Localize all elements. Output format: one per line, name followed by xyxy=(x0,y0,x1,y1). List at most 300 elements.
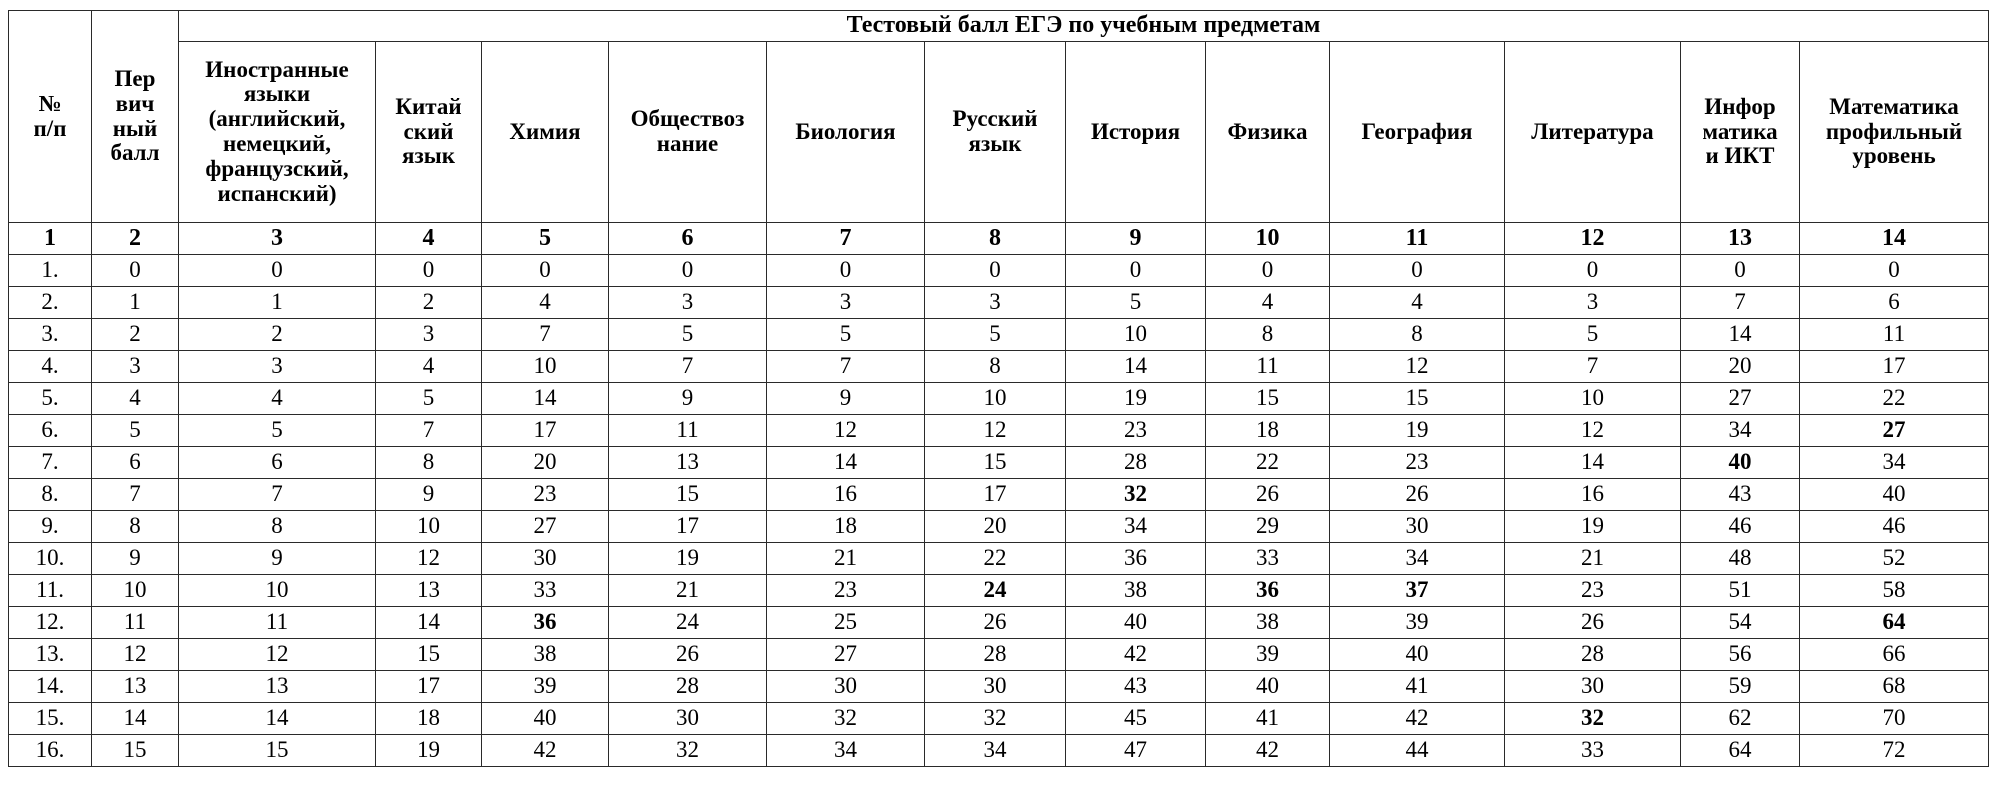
header-text-line: языки xyxy=(243,81,311,107)
score-cell: 23 xyxy=(482,479,609,511)
score-cell: 27 xyxy=(482,511,609,543)
score-cell: 26 xyxy=(1330,479,1505,511)
score-cell: 38 xyxy=(1066,575,1206,607)
row-number-cell: 15. xyxy=(9,703,92,735)
score-cell: 19 xyxy=(1505,511,1681,543)
row-number-cell: 7. xyxy=(9,447,92,479)
score-cell: 3 xyxy=(92,351,179,383)
table-row xyxy=(9,287,1989,319)
score-cell: 8 xyxy=(925,351,1066,383)
column-number: 13 xyxy=(1681,223,1800,255)
column-header-subject xyxy=(1206,42,1330,223)
score-cell: 11 xyxy=(609,415,767,447)
header-text-line: язык xyxy=(968,131,1022,156)
score-cell: 34 xyxy=(1681,415,1800,447)
score-cell: 6 xyxy=(1800,287,1989,319)
score-cell: 52 xyxy=(1800,543,1989,575)
table-row xyxy=(9,639,1989,671)
header-text-line: ский xyxy=(403,118,454,144)
score-cell: 46 xyxy=(1800,511,1989,543)
subject-header-row xyxy=(9,42,1989,223)
score-cell: 5 xyxy=(609,319,767,351)
score-cell: 10 xyxy=(376,511,482,543)
score-cell: 42 xyxy=(1206,735,1330,767)
table-body xyxy=(9,255,1989,767)
table-row xyxy=(9,447,1989,479)
column-number: 3 xyxy=(179,223,376,255)
column-header-subject xyxy=(376,42,482,223)
score-cell: 7 xyxy=(609,351,767,383)
table-row xyxy=(9,575,1989,607)
column-number: 10 xyxy=(1206,223,1330,255)
score-cell: 16 xyxy=(767,479,925,511)
score-cell: 16 xyxy=(1505,479,1681,511)
column-number: 6 xyxy=(609,223,767,255)
score-cell: 32 xyxy=(609,735,767,767)
table-row xyxy=(9,735,1989,767)
score-cell: 40 xyxy=(1066,607,1206,639)
table-header xyxy=(9,11,1989,255)
header-text-line: матика xyxy=(1702,118,1778,144)
score-cell: 24 xyxy=(925,575,1066,607)
score-cell: 39 xyxy=(1330,607,1505,639)
score-cell: 0 xyxy=(179,255,376,287)
score-cell: 17 xyxy=(482,415,609,447)
column-number-row xyxy=(9,223,1989,255)
column-number: 5 xyxy=(482,223,609,255)
score-cell: 5 xyxy=(925,319,1066,351)
score-cell: 7 xyxy=(482,319,609,351)
score-cell: 56 xyxy=(1681,639,1800,671)
score-cell: 3 xyxy=(1505,287,1681,319)
score-cell: 0 xyxy=(1330,255,1505,287)
score-cell: 15 xyxy=(376,639,482,671)
score-cell: 2 xyxy=(179,319,376,351)
score-cell: 23 xyxy=(767,575,925,607)
header-text-line: История xyxy=(1090,118,1181,144)
score-cell: 0 xyxy=(1066,255,1206,287)
score-cell: 68 xyxy=(1800,671,1989,703)
column-number: 8 xyxy=(925,223,1066,255)
score-cell: 12 xyxy=(925,415,1066,447)
score-cell: 34 xyxy=(925,735,1066,767)
score-cell: 23 xyxy=(1066,415,1206,447)
header-text-line: профильный xyxy=(1825,118,1963,144)
score-cell: 30 xyxy=(1330,511,1505,543)
score-cell: 9 xyxy=(179,543,376,575)
table-row xyxy=(9,543,1989,575)
header-text-line: п/п xyxy=(33,115,67,141)
score-cell: 51 xyxy=(1681,575,1800,607)
score-cell: 5 xyxy=(92,415,179,447)
column-number: 14 xyxy=(1800,223,1989,255)
score-cell: 0 xyxy=(482,255,609,287)
header-text-line: Биология xyxy=(795,118,896,144)
score-cell: 7 xyxy=(767,351,925,383)
column-header-subject xyxy=(1330,42,1505,223)
score-cell: 14 xyxy=(376,607,482,639)
score-cell: 40 xyxy=(1330,639,1505,671)
score-cell: 7 xyxy=(1681,287,1800,319)
score-cell: 36 xyxy=(1206,575,1330,607)
header-text-line: и ИКТ xyxy=(1705,143,1775,169)
row-number-cell: 5. xyxy=(9,383,92,415)
score-cell: 21 xyxy=(1505,543,1681,575)
score-cell: 23 xyxy=(1505,575,1681,607)
score-cell: 0 xyxy=(609,255,767,287)
score-cell: 44 xyxy=(1330,735,1505,767)
score-cell: 12 xyxy=(1505,415,1681,447)
score-cell: 27 xyxy=(1681,383,1800,415)
header-text-line: География xyxy=(1361,118,1473,144)
row-number-cell: 4. xyxy=(9,351,92,383)
score-cell: 40 xyxy=(1681,447,1800,479)
score-cell: 37 xyxy=(1330,575,1505,607)
header-text-line: Математика xyxy=(1829,93,1959,119)
score-table-wrapper xyxy=(8,10,1989,767)
score-cell: 1 xyxy=(179,287,376,319)
score-cell: 64 xyxy=(1800,607,1989,639)
score-cell: 28 xyxy=(1505,639,1681,671)
score-cell: 32 xyxy=(925,703,1066,735)
score-cell: 12 xyxy=(179,639,376,671)
score-cell: 0 xyxy=(92,255,179,287)
score-cell: 70 xyxy=(1800,703,1989,735)
column-number: 7 xyxy=(767,223,925,255)
table-row xyxy=(9,511,1989,543)
score-cell: 3 xyxy=(767,287,925,319)
score-cell: 28 xyxy=(1066,447,1206,479)
score-cell: 26 xyxy=(1206,479,1330,511)
score-cell: 11 xyxy=(92,607,179,639)
score-cell: 7 xyxy=(376,415,482,447)
score-cell: 15 xyxy=(1330,383,1505,415)
header-text-line: Физика xyxy=(1227,118,1308,144)
header-text-line: ный xyxy=(112,115,158,141)
score-cell: 32 xyxy=(1505,703,1681,735)
row-number-cell: 11. xyxy=(9,575,92,607)
score-cell: 5 xyxy=(1505,319,1681,351)
score-cell: 30 xyxy=(482,543,609,575)
score-cell: 41 xyxy=(1330,671,1505,703)
score-cell: 2 xyxy=(92,319,179,351)
score-cell: 20 xyxy=(482,447,609,479)
column-number: 4 xyxy=(376,223,482,255)
header-text-line: Литература xyxy=(1531,118,1654,144)
score-cell: 33 xyxy=(1206,543,1330,575)
column-header-primary-score xyxy=(92,11,179,223)
table-row xyxy=(9,383,1989,415)
column-header-subject xyxy=(1505,42,1681,223)
score-cell: 13 xyxy=(609,447,767,479)
header-text-line: Иностранные xyxy=(205,56,349,82)
score-cell: 0 xyxy=(1206,255,1330,287)
score-cell: 32 xyxy=(1066,479,1206,511)
score-cell: 34 xyxy=(767,735,925,767)
score-cell: 22 xyxy=(1206,447,1330,479)
row-number-cell: 8. xyxy=(9,479,92,511)
header-text-line: нание xyxy=(656,131,719,156)
score-cell: 30 xyxy=(1505,671,1681,703)
score-cell: 10 xyxy=(1066,319,1206,351)
score-cell: 62 xyxy=(1681,703,1800,735)
score-cell: 8 xyxy=(92,511,179,543)
column-header-subject xyxy=(925,42,1066,223)
score-cell: 13 xyxy=(376,575,482,607)
score-cell: 36 xyxy=(1066,543,1206,575)
score-cell: 22 xyxy=(925,543,1066,575)
score-cell: 5 xyxy=(767,319,925,351)
score-cell: 5 xyxy=(179,415,376,447)
score-cell: 34 xyxy=(1800,447,1989,479)
score-cell: 59 xyxy=(1681,671,1800,703)
score-cell: 32 xyxy=(767,703,925,735)
score-cell: 41 xyxy=(1206,703,1330,735)
score-cell: 13 xyxy=(179,671,376,703)
row-number-cell: 2. xyxy=(9,287,92,319)
score-cell: 4 xyxy=(376,351,482,383)
score-cell: 54 xyxy=(1681,607,1800,639)
score-cell: 17 xyxy=(609,511,767,543)
score-cell: 10 xyxy=(92,575,179,607)
column-number: 9 xyxy=(1066,223,1206,255)
score-cell: 66 xyxy=(1800,639,1989,671)
table-row xyxy=(9,255,1989,287)
score-cell: 19 xyxy=(609,543,767,575)
score-cell: 1 xyxy=(92,287,179,319)
header-text-line: испанский) xyxy=(217,180,337,206)
score-cell: 14 xyxy=(1505,447,1681,479)
table-row xyxy=(9,479,1989,511)
score-cell: 4 xyxy=(482,287,609,319)
column-header-subject xyxy=(1800,42,1989,223)
score-cell: 12 xyxy=(1330,351,1505,383)
score-cell: 28 xyxy=(609,671,767,703)
score-cell: 46 xyxy=(1681,511,1800,543)
score-cell: 2 xyxy=(376,287,482,319)
score-cell: 39 xyxy=(1206,639,1330,671)
score-cell: 19 xyxy=(1330,415,1505,447)
score-cell: 5 xyxy=(1066,287,1206,319)
score-cell: 7 xyxy=(179,479,376,511)
score-cell: 72 xyxy=(1800,735,1989,767)
score-cell: 0 xyxy=(1800,255,1989,287)
header-text-line: вич xyxy=(115,90,155,116)
score-cell: 15 xyxy=(179,735,376,767)
header-text-line: язык xyxy=(402,143,455,169)
header-text-line: уровень xyxy=(1852,143,1936,169)
column-header-subject xyxy=(609,42,767,223)
score-cell: 11 xyxy=(179,607,376,639)
score-cell: 3 xyxy=(179,351,376,383)
score-cell: 21 xyxy=(767,543,925,575)
score-cell: 30 xyxy=(925,671,1066,703)
table-row xyxy=(9,671,1989,703)
score-cell: 18 xyxy=(1206,415,1330,447)
score-cell: 19 xyxy=(1066,383,1206,415)
table-row xyxy=(9,415,1989,447)
score-cell: 13 xyxy=(92,671,179,703)
row-number-cell: 6. xyxy=(9,415,92,447)
header-text-line: (английский, xyxy=(208,106,346,132)
column-header-subject xyxy=(179,42,376,223)
score-cell: 40 xyxy=(1206,671,1330,703)
score-cell: 0 xyxy=(925,255,1066,287)
score-cell: 34 xyxy=(1066,511,1206,543)
score-cell: 8 xyxy=(1330,319,1505,351)
row-number-cell: 13. xyxy=(9,639,92,671)
score-cell: 58 xyxy=(1800,575,1989,607)
score-cell: 26 xyxy=(1505,607,1681,639)
score-cell: 33 xyxy=(1505,735,1681,767)
header-text-line: № xyxy=(38,90,62,116)
row-number-cell: 3. xyxy=(9,319,92,351)
score-cell: 10 xyxy=(1505,383,1681,415)
row-number-cell: 16. xyxy=(9,735,92,767)
row-number-cell: 10. xyxy=(9,543,92,575)
score-cell: 17 xyxy=(1800,351,1989,383)
score-cell: 30 xyxy=(767,671,925,703)
score-cell: 14 xyxy=(767,447,925,479)
score-cell: 38 xyxy=(1206,607,1330,639)
score-cell: 24 xyxy=(609,607,767,639)
score-cell: 8 xyxy=(179,511,376,543)
header-text-line: немецкий, xyxy=(222,131,332,156)
header-text-line: Китай xyxy=(395,93,462,119)
row-number-cell: 1. xyxy=(9,255,92,287)
header-text-line: балл xyxy=(110,140,160,166)
score-cell: 4 xyxy=(1206,287,1330,319)
table-row xyxy=(9,703,1989,735)
score-cell: 23 xyxy=(1330,447,1505,479)
score-cell: 12 xyxy=(767,415,925,447)
table-row xyxy=(9,351,1989,383)
score-cell: 10 xyxy=(179,575,376,607)
score-cell: 42 xyxy=(1066,639,1206,671)
score-cell: 3 xyxy=(925,287,1066,319)
column-header-number xyxy=(9,11,92,223)
score-cell: 0 xyxy=(376,255,482,287)
header-text-line: Обществоз xyxy=(630,106,745,132)
score-cell: 14 xyxy=(1681,319,1800,351)
score-cell: 14 xyxy=(1066,351,1206,383)
score-cell: 43 xyxy=(1681,479,1800,511)
score-cell: 0 xyxy=(767,255,925,287)
column-header-subject xyxy=(482,42,609,223)
score-cell: 9 xyxy=(92,543,179,575)
score-cell: 47 xyxy=(1066,735,1206,767)
score-cell: 27 xyxy=(1800,415,1989,447)
score-cell: 10 xyxy=(482,351,609,383)
score-cell: 15 xyxy=(92,735,179,767)
score-cell: 26 xyxy=(925,607,1066,639)
header-text-line: Пер xyxy=(114,65,156,91)
score-cell: 22 xyxy=(1800,383,1989,415)
score-conversion-table xyxy=(8,10,1989,767)
score-cell: 6 xyxy=(179,447,376,479)
score-cell: 9 xyxy=(767,383,925,415)
score-cell: 34 xyxy=(1330,543,1505,575)
score-cell: 18 xyxy=(376,703,482,735)
score-cell: 43 xyxy=(1066,671,1206,703)
score-cell: 15 xyxy=(609,479,767,511)
score-cell: 20 xyxy=(1681,351,1800,383)
score-cell: 45 xyxy=(1066,703,1206,735)
score-cell: 3 xyxy=(376,319,482,351)
score-cell: 18 xyxy=(767,511,925,543)
score-cell: 9 xyxy=(609,383,767,415)
header-text-line: Химия xyxy=(509,118,581,144)
score-cell: 12 xyxy=(92,639,179,671)
row-number-cell: 9. xyxy=(9,511,92,543)
score-cell: 17 xyxy=(376,671,482,703)
column-number: 12 xyxy=(1505,223,1681,255)
score-cell: 42 xyxy=(482,735,609,767)
score-cell: 20 xyxy=(925,511,1066,543)
column-header-subject xyxy=(767,42,925,223)
row-number-cell: 12. xyxy=(9,607,92,639)
score-cell: 64 xyxy=(1681,735,1800,767)
header-text-line: французский, xyxy=(205,155,349,181)
score-cell: 40 xyxy=(1800,479,1989,511)
score-cell: 4 xyxy=(92,383,179,415)
score-cell: 26 xyxy=(609,639,767,671)
score-cell: 0 xyxy=(1681,255,1800,287)
score-cell: 14 xyxy=(482,383,609,415)
score-cell: 7 xyxy=(92,479,179,511)
score-cell: 39 xyxy=(482,671,609,703)
score-cell: 0 xyxy=(1505,255,1681,287)
score-cell: 4 xyxy=(1330,287,1505,319)
column-number: 2 xyxy=(92,223,179,255)
score-cell: 8 xyxy=(376,447,482,479)
row-number-cell: 14. xyxy=(9,671,92,703)
column-header-subject xyxy=(1681,42,1800,223)
score-cell: 42 xyxy=(1330,703,1505,735)
score-cell: 48 xyxy=(1681,543,1800,575)
score-cell: 7 xyxy=(1505,351,1681,383)
score-cell: 30 xyxy=(609,703,767,735)
score-cell: 4 xyxy=(179,383,376,415)
score-cell: 29 xyxy=(1206,511,1330,543)
score-cell: 11 xyxy=(1800,319,1989,351)
score-cell: 15 xyxy=(1206,383,1330,415)
score-cell: 10 xyxy=(925,383,1066,415)
score-cell: 25 xyxy=(767,607,925,639)
table-row xyxy=(9,319,1989,351)
score-cell: 28 xyxy=(925,639,1066,671)
score-cell: 15 xyxy=(925,447,1066,479)
header-text-line: Русский xyxy=(952,106,1038,132)
table-title: Тестовый балл ЕГЭ по учебным предметам xyxy=(179,11,1989,42)
score-cell: 27 xyxy=(767,639,925,671)
header-text-line: Инфор xyxy=(1704,93,1776,119)
score-cell: 36 xyxy=(482,607,609,639)
score-cell: 14 xyxy=(179,703,376,735)
score-cell: 21 xyxy=(609,575,767,607)
score-cell: 9 xyxy=(376,479,482,511)
score-cell: 40 xyxy=(482,703,609,735)
score-cell: 17 xyxy=(925,479,1066,511)
score-cell: 8 xyxy=(1206,319,1330,351)
column-number: 11 xyxy=(1330,223,1505,255)
score-cell: 19 xyxy=(376,735,482,767)
score-cell: 11 xyxy=(1206,351,1330,383)
score-cell: 14 xyxy=(92,703,179,735)
table-row xyxy=(9,607,1989,639)
score-cell: 38 xyxy=(482,639,609,671)
column-number: 1 xyxy=(9,223,92,255)
